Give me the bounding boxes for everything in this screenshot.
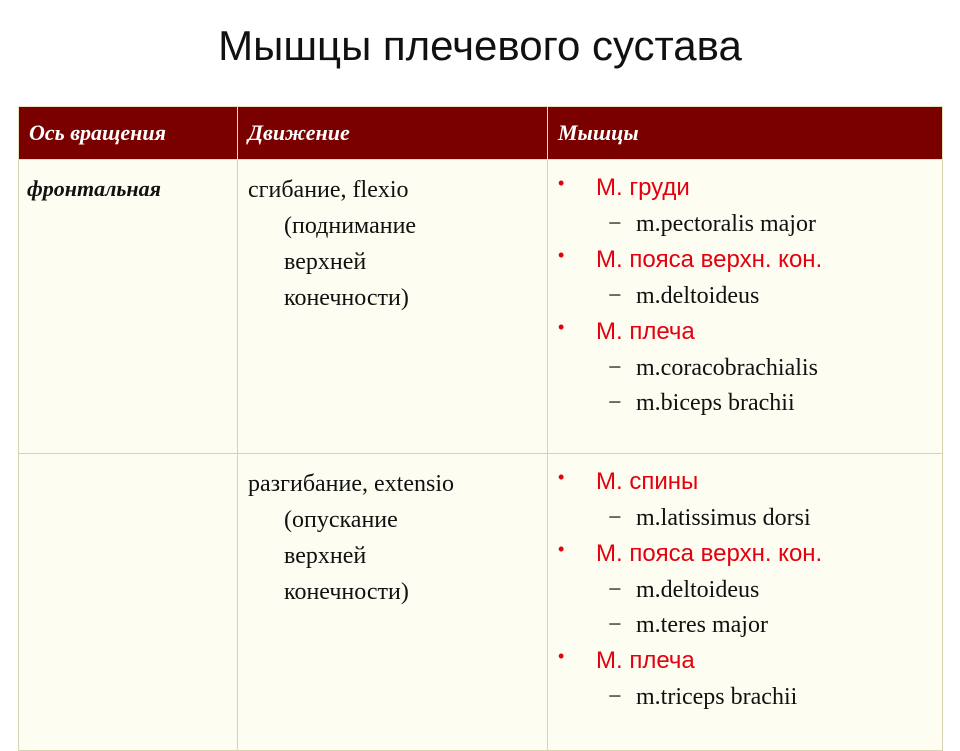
movement-line: конечности) bbox=[284, 579, 409, 605]
muscle-group-name: М. пояса верхн. кон. bbox=[596, 246, 823, 273]
table-row bbox=[19, 454, 943, 751]
muscle-group-name: М. груди bbox=[596, 174, 690, 201]
muscle-group bbox=[548, 170, 942, 207]
dash-icon: − bbox=[608, 612, 622, 638]
dash-icon: − bbox=[608, 390, 622, 416]
axis-cell: фронтальная bbox=[19, 160, 238, 454]
muscle-name: m.teres major bbox=[636, 612, 768, 638]
movement-line: разгибание, extensio bbox=[248, 471, 455, 497]
axis-cell bbox=[19, 454, 238, 751]
movement-line: (опускание bbox=[284, 507, 398, 533]
header-movement: Движение bbox=[238, 107, 548, 160]
muscle-group-name: М. плеча bbox=[596, 647, 695, 674]
bullet-icon: • bbox=[558, 245, 565, 265]
table-row bbox=[19, 160, 943, 454]
slide-title: Мышцы плечевого сустава bbox=[218, 22, 742, 69]
movement-line: (поднимание bbox=[284, 213, 417, 239]
muscle-group bbox=[548, 464, 942, 501]
muscle-item bbox=[548, 608, 942, 643]
muscle-item bbox=[548, 573, 942, 608]
muscle-item bbox=[548, 207, 942, 242]
muscle-item bbox=[548, 680, 942, 715]
muscle-name: m.biceps brachii bbox=[636, 390, 795, 416]
muscle-group-name: М. спины bbox=[596, 468, 699, 495]
bullet-icon: • bbox=[558, 173, 565, 193]
header-axis: Ось вращения bbox=[19, 107, 238, 160]
dash-icon: − bbox=[608, 283, 622, 309]
muscle-group-name: М. плеча bbox=[596, 318, 695, 345]
movement-line: конечности) bbox=[284, 285, 409, 311]
muscle-group bbox=[548, 242, 942, 279]
dash-icon: − bbox=[608, 355, 622, 381]
muscle-group bbox=[548, 536, 942, 573]
movement-line: верхней bbox=[284, 543, 367, 569]
bullet-icon: • bbox=[558, 467, 565, 487]
muscle-name: m.coracobrachialis bbox=[636, 355, 818, 381]
bullet-icon: • bbox=[558, 539, 565, 559]
movement-cell bbox=[238, 160, 548, 454]
movement-line: сгибание, flexio bbox=[248, 177, 409, 203]
muscle-group bbox=[548, 314, 942, 351]
header-muscles: Мышцы bbox=[548, 107, 943, 160]
bullet-icon: • bbox=[558, 646, 565, 666]
muscle-item bbox=[548, 501, 942, 536]
movement-line: верхней bbox=[284, 249, 367, 275]
dash-icon: − bbox=[608, 684, 622, 710]
dash-icon: − bbox=[608, 211, 622, 237]
dash-icon: − bbox=[608, 505, 622, 531]
muscle-group bbox=[548, 643, 942, 680]
dash-icon: − bbox=[608, 577, 622, 603]
shoulder-muscles-table bbox=[18, 106, 943, 751]
muscle-item bbox=[548, 279, 942, 314]
muscle-item bbox=[548, 386, 942, 421]
muscles-cell bbox=[548, 454, 943, 751]
muscles-cell bbox=[548, 160, 943, 454]
muscle-item bbox=[548, 351, 942, 386]
muscle-name: m.deltoideus bbox=[636, 577, 760, 603]
movement-cell bbox=[238, 454, 548, 751]
bullet-icon: • bbox=[558, 317, 565, 337]
muscle-name: m.pectoralis major bbox=[636, 211, 816, 237]
muscle-name: m.deltoideus bbox=[636, 283, 760, 309]
muscle-name: m.latissimus dorsi bbox=[636, 505, 811, 531]
muscle-group-name: М. пояса верхн. кон. bbox=[596, 540, 823, 567]
table-header-row bbox=[19, 107, 943, 160]
muscle-name: m.triceps brachii bbox=[636, 684, 798, 710]
